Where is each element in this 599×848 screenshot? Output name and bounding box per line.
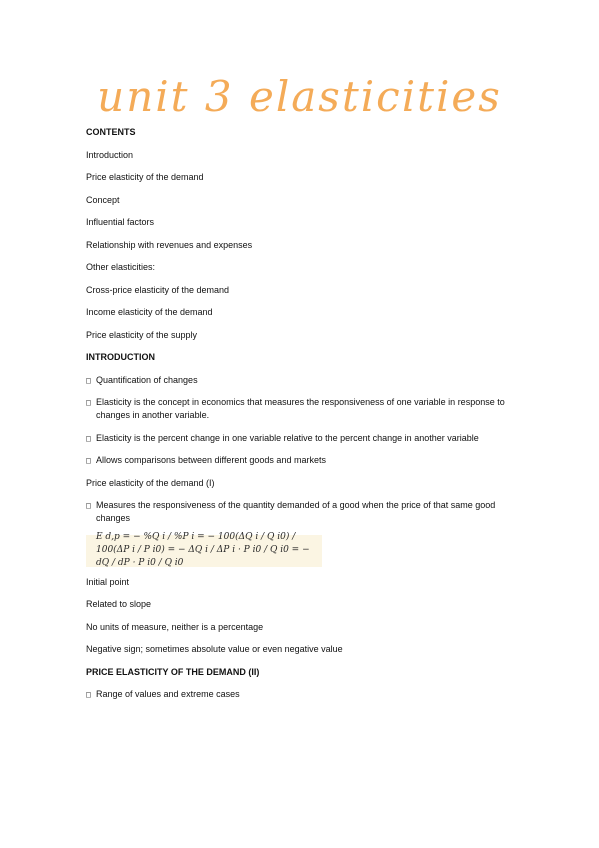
bullet-item — [86, 454, 516, 467]
bullet-text: Range of values and extreme cases — [96, 689, 240, 699]
bullet-text: Quantification of changes — [96, 374, 198, 385]
price-elasticity-ii-heading: PRICE ELASTICITY OF THE DEMAND (II) — [86, 666, 260, 677]
contents-item: Relationship with revenues and expenses — [86, 239, 253, 250]
contents-item: Other elasticities: — [86, 262, 156, 272]
note-line: No units of measure, neither is a percentage — [86, 621, 264, 632]
checkbox-bullet-icon: □ — [86, 398, 91, 407]
document-body — [86, 126, 516, 711]
note-line: Initial point — [86, 576, 130, 587]
contents-heading: CONTENTS — [86, 127, 136, 137]
bullet-text: Elasticity is the concept in economics that measures the responsiveness of one variable in response to changes in another variable. — [96, 397, 505, 420]
bullet-item — [86, 688, 516, 701]
bullet-item — [86, 396, 516, 422]
contents-item: Price elasticity of the demand — [86, 172, 204, 182]
bullet-text: Elasticity is the percent change in one variable relative to the percent change in another variable — [96, 432, 479, 443]
contents-item: Introduction — [86, 149, 134, 160]
introduction-heading: INTRODUCTION — [86, 352, 155, 362]
note-line: Related to slope — [86, 599, 152, 609]
bullet-item — [86, 374, 516, 387]
contents-item: Income elasticity of the demand — [86, 307, 213, 317]
document-title: unit 3 elasticities — [97, 72, 502, 121]
checkbox-bullet-icon: □ — [86, 690, 91, 699]
bullet-text: Allows comparisons between different goods and markets — [96, 455, 326, 465]
price-elasticity-heading: Price elasticity of the demand (I) — [86, 477, 215, 488]
checkbox-bullet-icon: □ — [86, 501, 91, 510]
checkbox-bullet-icon: □ — [86, 375, 91, 385]
contents-item: Influential factors — [86, 217, 155, 227]
bullet-item — [86, 499, 516, 525]
contents-item: Concept — [86, 194, 120, 205]
contents-item: Cross-price elasticity of the demand — [86, 284, 230, 295]
bullet-item — [86, 432, 516, 445]
checkbox-bullet-icon: □ — [86, 456, 91, 465]
note-line: Negative sign; sometimes absolute value or even negative value — [86, 644, 343, 654]
checkbox-bullet-icon: □ — [86, 433, 91, 443]
bullet-text: Measures the responsiveness of the quantity demanded of a good when the price of that same good changes — [96, 500, 496, 523]
elasticity-formula-image: E d,p = − %Q i / %P i = − 100(ΔQ i / Q i0) / 100(ΔP i / P i0) = − ΔQ i / ΔP i · P i0 / Q i0 = − dQ / dP · P i0 / Q i0 — [86, 535, 322, 567]
contents-item: Price elasticity of the supply — [86, 329, 198, 340]
